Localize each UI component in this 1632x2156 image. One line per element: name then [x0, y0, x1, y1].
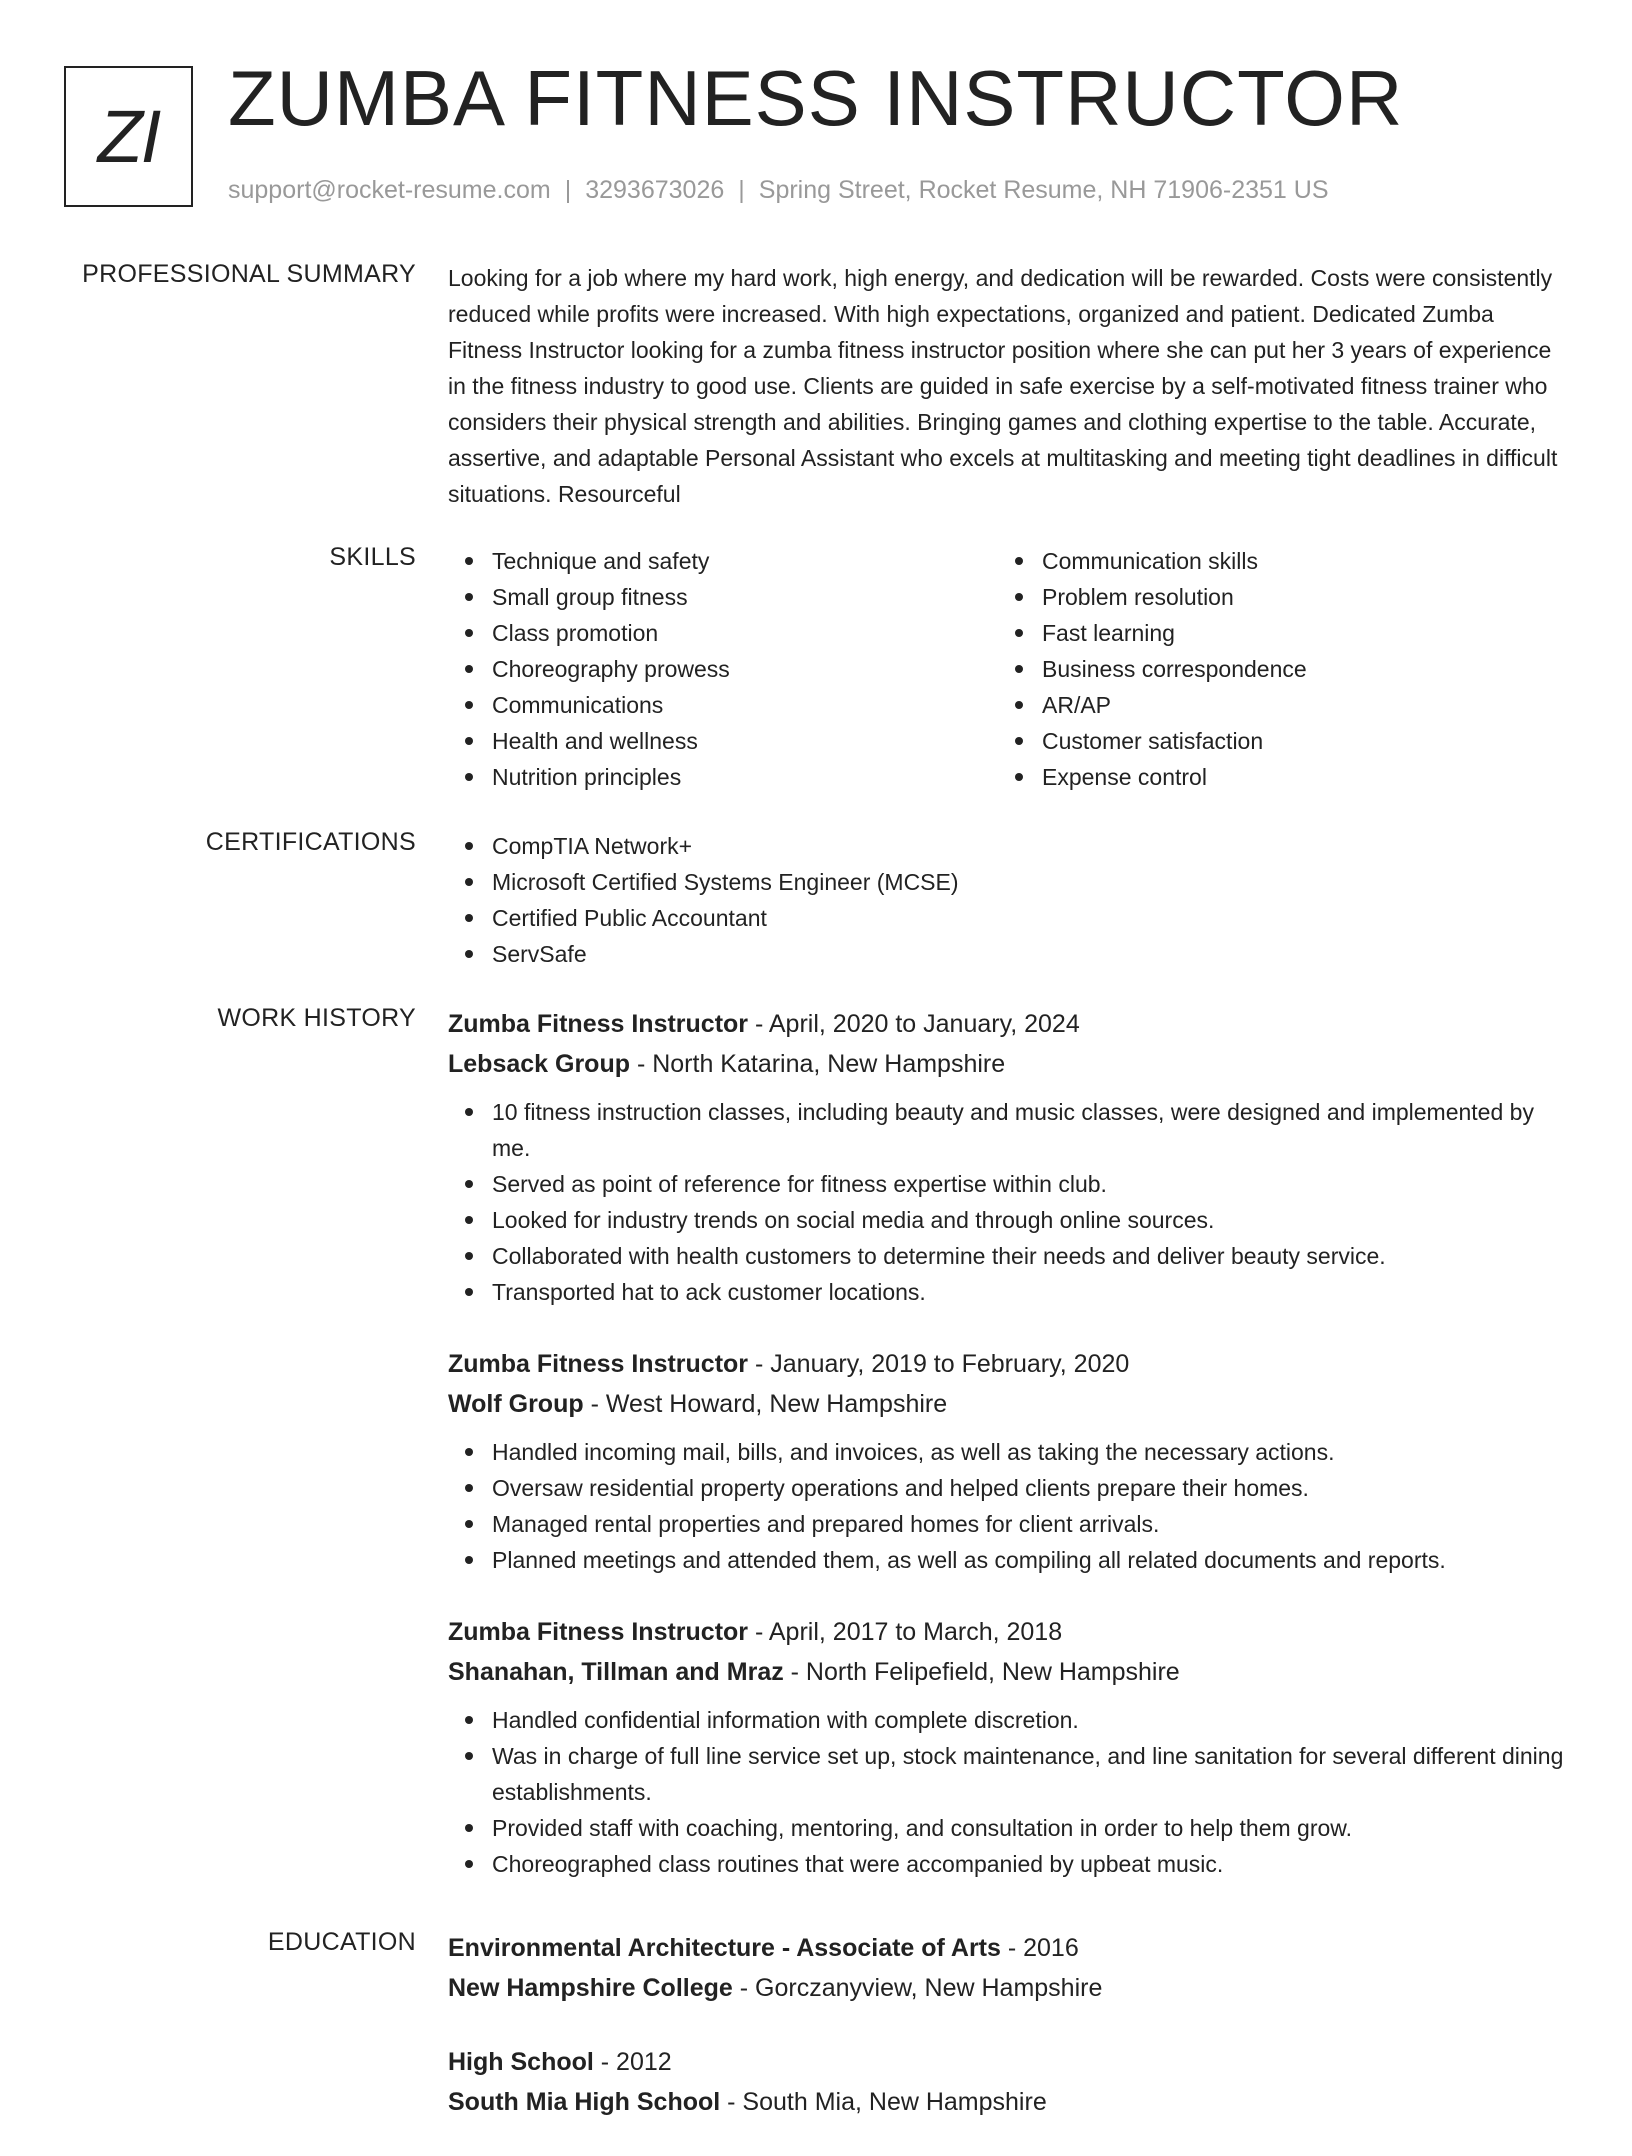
contact-separator: | — [564, 176, 572, 204]
list-item: Provided staff with coaching, mentoring, and consultation in order to help them grow. — [448, 1810, 1568, 1846]
education-entry — [448, 1928, 1568, 2008]
education-school-line — [448, 2082, 1568, 2122]
education-year: - 2016 — [1000, 1934, 1079, 1962]
summary-title: PROFESSIONAL SUMMARY — [82, 260, 416, 288]
list-item: Problem resolution — [998, 579, 1548, 615]
list-item: Oversaw residential property operations and helped clients prepare their homes. — [448, 1470, 1568, 1506]
education-title: EDUCATION — [267, 1928, 416, 1956]
list-item: Communication skills — [998, 543, 1548, 579]
list-item: Small group fitness — [448, 579, 998, 615]
list-item: Collaborated with health customers to determine their needs and deliver beauty service. — [448, 1238, 1568, 1274]
summary-text: Looking for a job where my hard work, high energy, and dedication will be rewarded. Costs were consistently reduced while profits were increased. With high expectations, organized and patient. Dedicated Zumba Fitness Instructor looking for a zumba fitness instructor position where she can put her 3 years of experience in the fitness industry to good use. Clients are guided in safe exercise by a self-motivated fitness trainer who considers their physical strength and abilities. Bringing games and clothing expertise to the table. Accurate, assertive, and adaptable Personal Assistant who excels at multitasking and meeting tight deadlines in difficult situations. Resourceful — [448, 265, 1558, 507]
education-degree: Environmental Architecture - Associate of Arts — [448, 1934, 1001, 1962]
contact-phone: 3293673026 — [585, 176, 725, 204]
list-item: 10 fitness instruction classes, including beauty and music classes, were designed and implemented by me. — [448, 1094, 1568, 1166]
list-item: Certified Public Accountant — [448, 900, 1568, 936]
job-bullets — [448, 1702, 1568, 1882]
contact-email: support@rocket-resume.com — [228, 176, 551, 204]
education-location: - South Mia, New Hampshire — [720, 2088, 1047, 2116]
job-company: Wolf Group — [448, 1390, 584, 1418]
education-degree-line — [448, 2042, 1568, 2082]
job-company-line — [448, 1044, 1568, 1084]
job-company: Lebsack Group — [448, 1050, 630, 1078]
job-company: Shanahan, Tillman and Mraz — [448, 1658, 784, 1686]
list-item: Microsoft Certified Systems Engineer (MCSE) — [448, 864, 1568, 900]
list-item: Looked for industry trends on social media and through online sources. — [448, 1202, 1568, 1238]
job-location: - North Felipefield, New Hampshire — [783, 1658, 1180, 1686]
job-role: Zumba Fitness Instructor — [448, 1010, 749, 1038]
job-role: Zumba Fitness Instructor — [448, 1350, 749, 1378]
skills-list-left — [448, 543, 998, 795]
list-item: Expense control — [998, 759, 1548, 795]
monogram-box — [64, 66, 193, 207]
list-item: Handled confidential information with complete discretion. — [448, 1702, 1568, 1738]
job-role: Zumba Fitness Instructor — [448, 1618, 749, 1646]
job-entry — [448, 1004, 1568, 1310]
work-body — [448, 1004, 1568, 1916]
list-item: Customer satisfaction — [998, 723, 1548, 759]
skills-body — [448, 543, 1568, 795]
list-item: Technique and safety — [448, 543, 998, 579]
certifications-body — [448, 828, 1568, 972]
job-bullets — [448, 1094, 1568, 1310]
job-role-line — [448, 1004, 1568, 1044]
certifications-title: CERTIFICATIONS — [205, 828, 416, 856]
job-dates: - April, 2017 to March, 2018 — [748, 1618, 1063, 1646]
job-company-line — [448, 1384, 1568, 1424]
list-item: Choreography prowess — [448, 651, 998, 687]
education-school-line — [448, 1968, 1568, 2008]
job-role-line — [448, 1344, 1568, 1384]
list-item: ServSafe — [448, 936, 1568, 972]
list-item: Transported hat to ack customer locations. — [448, 1274, 1568, 1310]
education-school: New Hampshire College — [448, 1974, 733, 2002]
list-item: Class promotion — [448, 615, 998, 651]
job-dates: - April, 2020 to January, 2024 — [748, 1010, 1080, 1038]
skills-list-right — [998, 543, 1548, 795]
list-item: Was in charge of full line service set up, stock maintenance, and line sanitation for several different dining establishments. — [448, 1738, 1568, 1810]
education-entry — [448, 2042, 1568, 2122]
education-location: - Gorczanyview, New Hampshire — [732, 1974, 1103, 2002]
job-entry — [448, 1344, 1568, 1578]
skills-title: SKILLS — [329, 543, 416, 571]
education-degree-line — [448, 1928, 1568, 1968]
job-entry — [448, 1612, 1568, 1882]
list-item: Fast learning — [998, 615, 1548, 651]
contact-address: Spring Street, Rocket Resume, NH 71906-2351 US — [758, 176, 1329, 204]
list-item: Choreographed class routines that were accompanied by upbeat music. — [448, 1846, 1568, 1882]
job-bullets — [448, 1434, 1568, 1578]
summary-body — [448, 260, 1568, 512]
list-item: Managed rental properties and prepared homes for client arrivals. — [448, 1506, 1568, 1542]
education-body — [448, 1928, 1568, 2156]
list-item: Planned meetings and attended them, as well as compiling all related documents and reports. — [448, 1542, 1568, 1578]
monogram-initials: ZI — [97, 94, 160, 178]
job-location: - North Katarina, New Hampshire — [630, 1050, 1006, 1078]
job-company-line — [448, 1652, 1568, 1692]
list-item: Communications — [448, 687, 998, 723]
list-item: Handled incoming mail, bills, and invoices, as well as taking the necessary actions. — [448, 1434, 1568, 1470]
contact-line — [228, 176, 1329, 205]
list-item: Served as point of reference for fitness expertise within club. — [448, 1166, 1568, 1202]
education-year: - 2012 — [593, 2048, 672, 2076]
certifications-list — [448, 828, 1568, 972]
work-title: WORK HISTORY — [217, 1004, 416, 1032]
candidate-name: ZUMBA FITNESS INSTRUCTOR — [228, 54, 1404, 142]
education-degree: High School — [448, 2048, 594, 2076]
contact-separator: | — [738, 176, 745, 204]
job-location: - West Howard, New Hampshire — [583, 1390, 948, 1418]
list-item: AR/AP — [998, 687, 1548, 723]
list-item: CompTIA Network+ — [448, 828, 1568, 864]
education-school: South Mia High School — [448, 2088, 721, 2116]
list-item: Health and wellness — [448, 723, 998, 759]
list-item: Business correspondence — [998, 651, 1548, 687]
job-role-line — [448, 1612, 1568, 1652]
job-dates: - January, 2019 to February, 2020 — [748, 1350, 1130, 1378]
list-item: Nutrition principles — [448, 759, 998, 795]
